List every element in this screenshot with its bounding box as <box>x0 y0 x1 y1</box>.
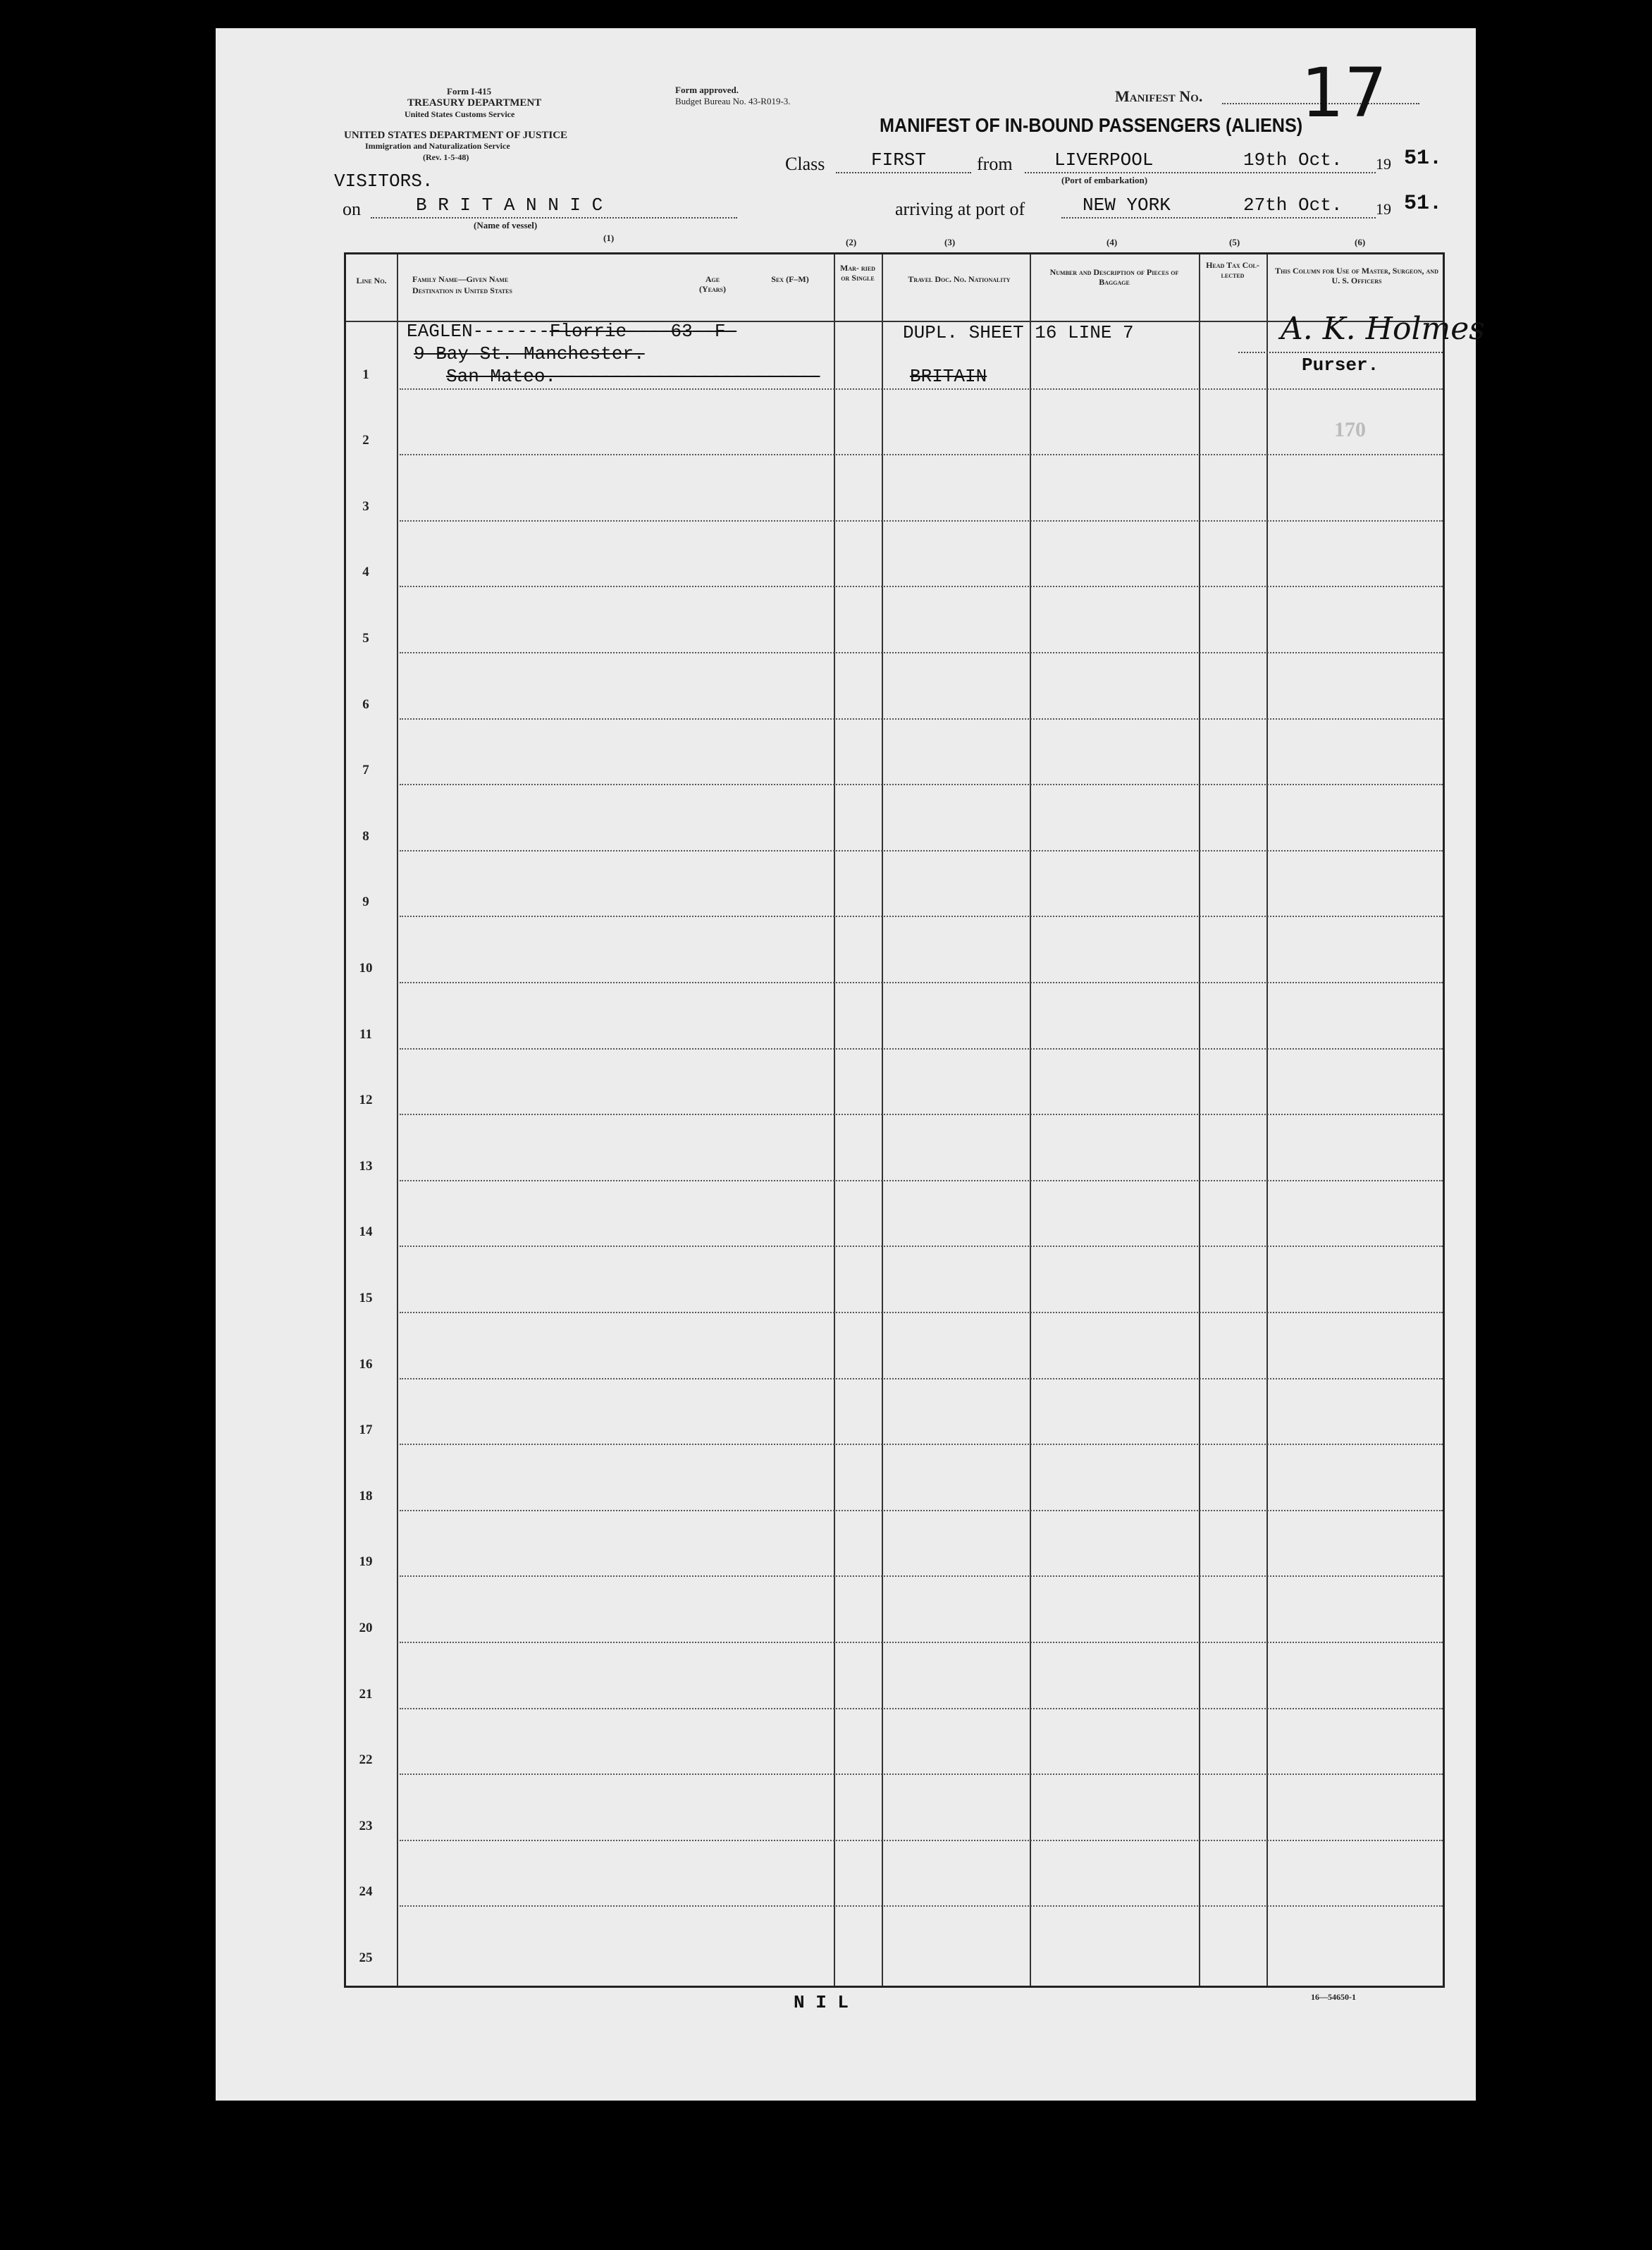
departure-year: 51. <box>1404 147 1443 171</box>
header-line-no: Line No. <box>356 276 387 285</box>
manifest-no-label: Manifest No. <box>1115 87 1203 105</box>
row-number: 10 <box>359 961 373 976</box>
visitors-label: VISITORS. <box>334 171 433 192</box>
entry-age: 63 <box>670 321 693 342</box>
departure-date: 19th Oct. <box>1243 149 1343 171</box>
on-label: on <box>343 199 361 219</box>
row-number: 22 <box>359 1752 373 1768</box>
row-number: 18 <box>359 1488 373 1504</box>
entry-line-3: San Mateo.------------------------ <box>446 366 820 387</box>
row-line <box>400 652 1443 653</box>
row-line <box>400 850 1443 852</box>
header-family-name: Family Name—Given Name <box>412 274 509 284</box>
manifest-title: MANIFEST OF IN-BOUND PASSENGERS (ALIENS) <box>880 114 1303 136</box>
col-num-5: (5) <box>1229 237 1240 247</box>
faint-stamp-number: 170 <box>1334 418 1366 441</box>
customs-service: United States Customs Service <box>405 109 515 119</box>
entry-given-name: Florrie <box>549 321 627 342</box>
arrival-date: 27th Oct. <box>1243 195 1343 216</box>
purser-signature: A. K. Holmes <box>1281 311 1485 347</box>
row-line <box>400 1246 1443 1247</box>
arrival-port: NEW YORK <box>1083 195 1171 216</box>
entry-sex: F <box>714 321 726 342</box>
from-port: LIVERPOOL <box>1054 149 1154 171</box>
row-line <box>400 1840 1443 1841</box>
port-embarkation-caption: (Port of embarkation) <box>1061 175 1148 185</box>
row-line <box>400 718 1443 720</box>
row-line <box>400 1180 1443 1181</box>
col-num-2: (2) <box>846 237 857 247</box>
row-number: 20 <box>359 1621 373 1635</box>
arriving-label: arriving at port of <box>895 199 1025 219</box>
row-number: 15 <box>359 1291 373 1305</box>
row-number: 1 <box>362 367 369 382</box>
col-num-6: (6) <box>1355 237 1366 247</box>
header-baggage: Number and Description of Pieces of Baggage <box>1049 267 1179 287</box>
header-travel-doc: Travel Doc. No. Nationality <box>908 274 1011 284</box>
row-number: 17 <box>359 1422 373 1438</box>
row-line <box>400 982 1443 983</box>
budget-bureau: Budget Bureau No. 43-R019-3. <box>675 96 791 106</box>
row-number: 19 <box>359 1554 373 1570</box>
dept-justice: UNITED STATES DEPARTMENT OF JUSTICE <box>344 130 568 141</box>
form-id: Form I-415 <box>447 86 492 97</box>
row-number: 4 <box>362 565 369 580</box>
row-line <box>400 1642 1443 1643</box>
row-line <box>400 1773 1443 1775</box>
vessel-caption: (Name of vessel) <box>474 220 538 230</box>
row-number: 7 <box>362 763 369 778</box>
row-number: 25 <box>359 1950 373 1965</box>
row-number: 5 <box>362 631 369 646</box>
row-number: 14 <box>359 1224 373 1240</box>
header-sex: Sex (F–M) <box>771 274 809 284</box>
row-number: 13 <box>359 1158 373 1174</box>
arrival-year: 51. <box>1404 192 1443 216</box>
entry-line-1: EAGLEN-------Florrie----63--F- <box>407 321 737 342</box>
entry-city: San Mateo. <box>446 366 557 387</box>
row-line <box>400 1312 1443 1313</box>
header-married: Mar- ried or Single <box>840 263 875 283</box>
row-number: 12 <box>359 1093 373 1108</box>
entry-family-name: EAGLEN <box>407 321 473 342</box>
row-number: 2 <box>362 433 369 448</box>
header-destination: Destination in United States <box>412 285 512 295</box>
row-line <box>400 1575 1443 1577</box>
form-approved: Form approved. <box>675 85 739 95</box>
arrival-year-prefix: 19 <box>1376 200 1391 218</box>
class-label: Class <box>785 154 825 174</box>
footer-nil: N I L <box>794 1992 849 2013</box>
manifest-number: 17 <box>1301 54 1388 133</box>
ins-service: Immigration and Naturalization Service <box>365 141 510 151</box>
entry-address: 9 Bay St. Manchester. <box>414 343 645 364</box>
row-number: 9 <box>362 895 369 910</box>
row-number: 3 <box>362 498 369 514</box>
header-age: Age (Years) <box>699 274 726 294</box>
row-number: 23 <box>359 1818 373 1833</box>
row-line <box>400 454 1443 455</box>
row-line <box>400 1708 1443 1709</box>
entry-nationality: BRITAIN <box>910 366 987 387</box>
header-officers: This Column for Use of Master, Surgeon, and U. S. Officers <box>1275 266 1438 285</box>
row-line <box>400 1114 1443 1115</box>
col-num-4: (4) <box>1107 237 1118 247</box>
header-head-tax: Head Tax Col- lected <box>1206 260 1259 280</box>
row-line <box>400 1905 1443 1907</box>
passenger-table <box>344 252 1485 1988</box>
row-number: 21 <box>359 1686 373 1702</box>
col-num-3: (3) <box>944 237 956 247</box>
row-number: 8 <box>362 828 369 844</box>
row-number: 24 <box>359 1884 373 1900</box>
row-number: 11 <box>359 1026 372 1042</box>
row-number: 6 <box>362 696 369 712</box>
departure-year-prefix: 19 <box>1376 155 1391 173</box>
row-line <box>400 1378 1443 1379</box>
vessel-name: B R I T A N N I C <box>416 195 603 216</box>
row-line <box>400 1444 1443 1445</box>
class-value: FIRST <box>871 149 927 171</box>
row-line <box>400 1048 1443 1050</box>
row-line <box>400 586 1443 587</box>
from-label: from <box>977 154 1013 174</box>
row-number: 16 <box>359 1356 373 1372</box>
purser-title: Purser. <box>1302 355 1379 376</box>
row-line <box>400 784 1443 785</box>
row-line <box>400 388 1443 390</box>
footer-code: 16—54650-1 <box>1311 1992 1356 2002</box>
row-line <box>400 1510 1443 1511</box>
col-num-1-top: (1) <box>603 233 615 243</box>
revision: (Rev. 1-5-48) <box>423 152 469 162</box>
row-line <box>400 520 1443 522</box>
row-line <box>400 916 1443 917</box>
dept-treasury: TREASURY DEPARTMENT <box>407 97 542 109</box>
entry-travel-doc: DUPL. SHEET 16 LINE 7 <box>903 322 1134 343</box>
